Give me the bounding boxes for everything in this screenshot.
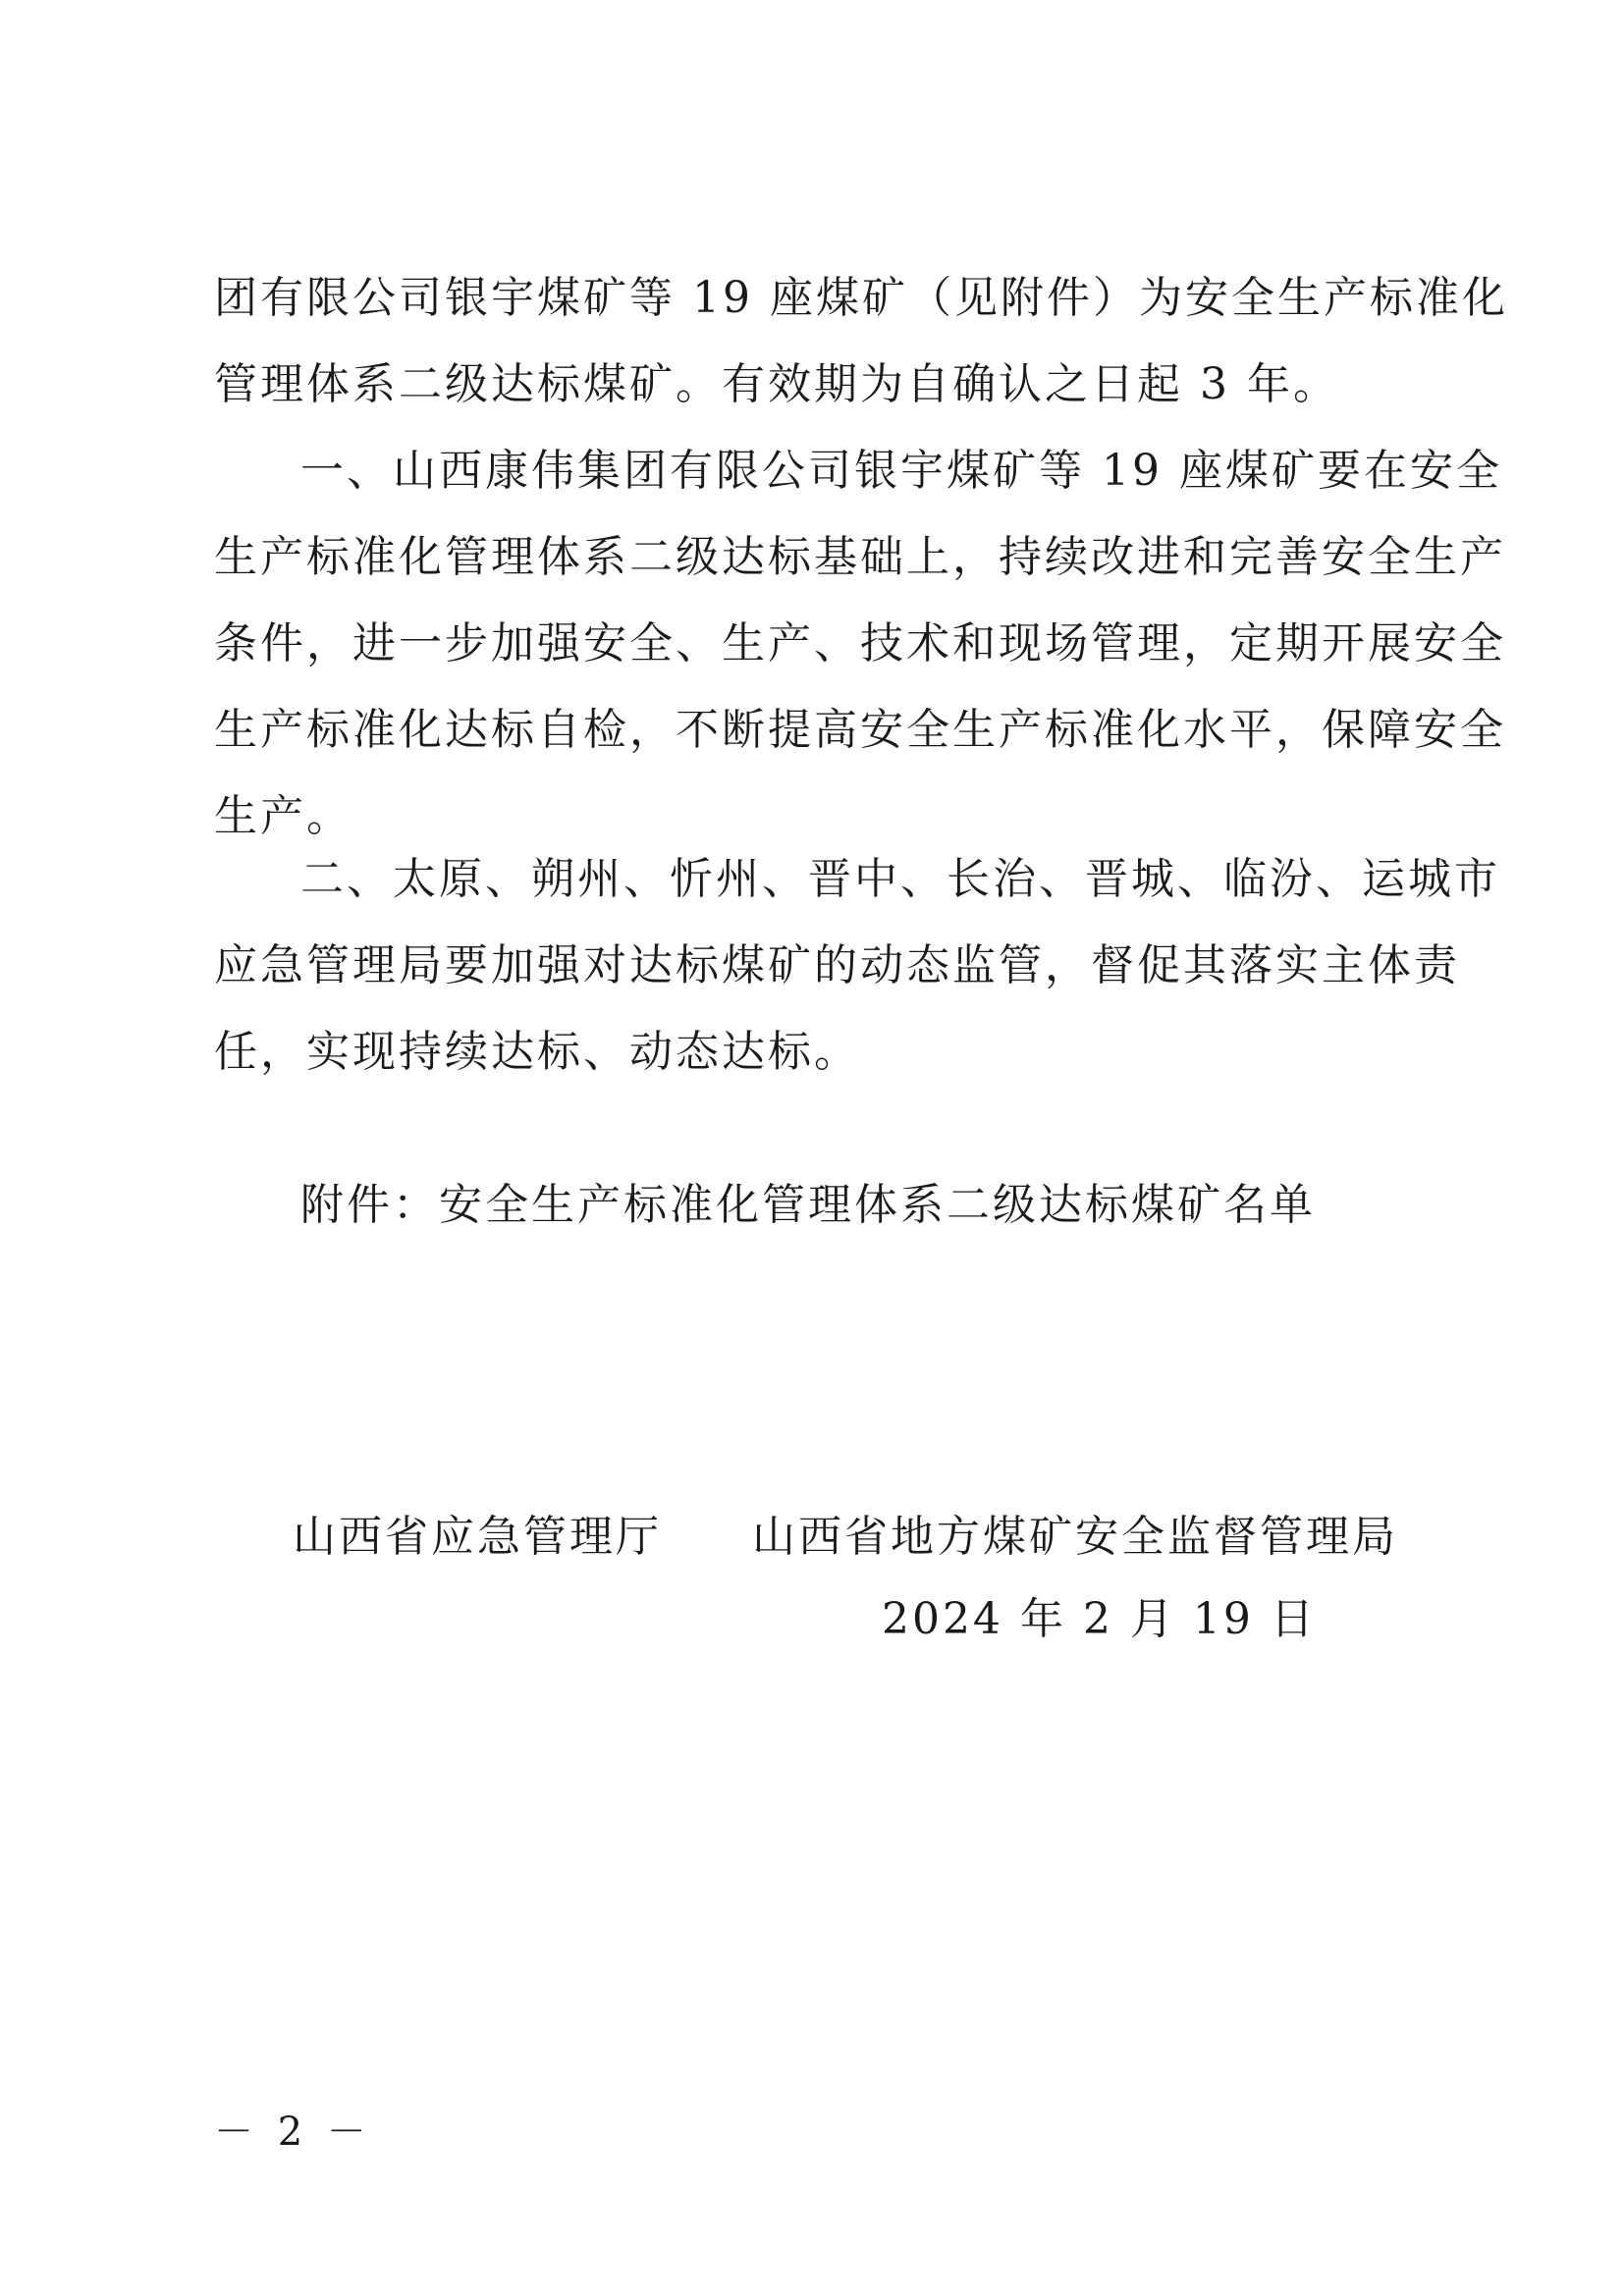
signature-date: 2024 年 2 月 19 日 (882, 1594, 1317, 1644)
body-line: 生产。 (214, 791, 352, 841)
body-line: 条件，进一步加强安全、生产、技术和现场管理，定期开展安全 (214, 618, 1506, 668)
body-line: 应急管理局要加强对达标煤矿的动态监管，督促其落实主体责 (214, 940, 1460, 990)
body-line: 管理体系二级达标煤矿。有效期为自确认之日起 3 年。 (214, 359, 1339, 409)
attachment-note: 附件：安全生产标准化管理体系二级达标煤矿名单 (300, 1180, 1316, 1230)
body-line: 生产标准化管理体系二级达标基础上，持续改进和完善安全生产 (214, 532, 1506, 582)
signature-org-1: 山西省应急管理厅 (293, 1512, 662, 1562)
body-line: 二、太原、朔州、忻州、晋中、长治、晋城、临汾、运城市 (300, 854, 1500, 904)
signature-org-2: 山西省地方煤矿安全监督管理局 (752, 1512, 1398, 1562)
body-line: 一、山西康伟集团有限公司银宇煤矿等 19 座煤矿要在安全 (300, 446, 1502, 496)
body-line: 团有限公司银宇煤矿等 19 座煤矿（见附件）为安全生产标准化 (214, 273, 1508, 323)
body-line: 生产标准化达标自检，不断提高安全生产标准化水平，保障安全 (214, 705, 1506, 755)
body-line: 任，实现持续达标、动态达标。 (214, 1027, 860, 1077)
page-number: － 2 － (214, 2109, 372, 2155)
